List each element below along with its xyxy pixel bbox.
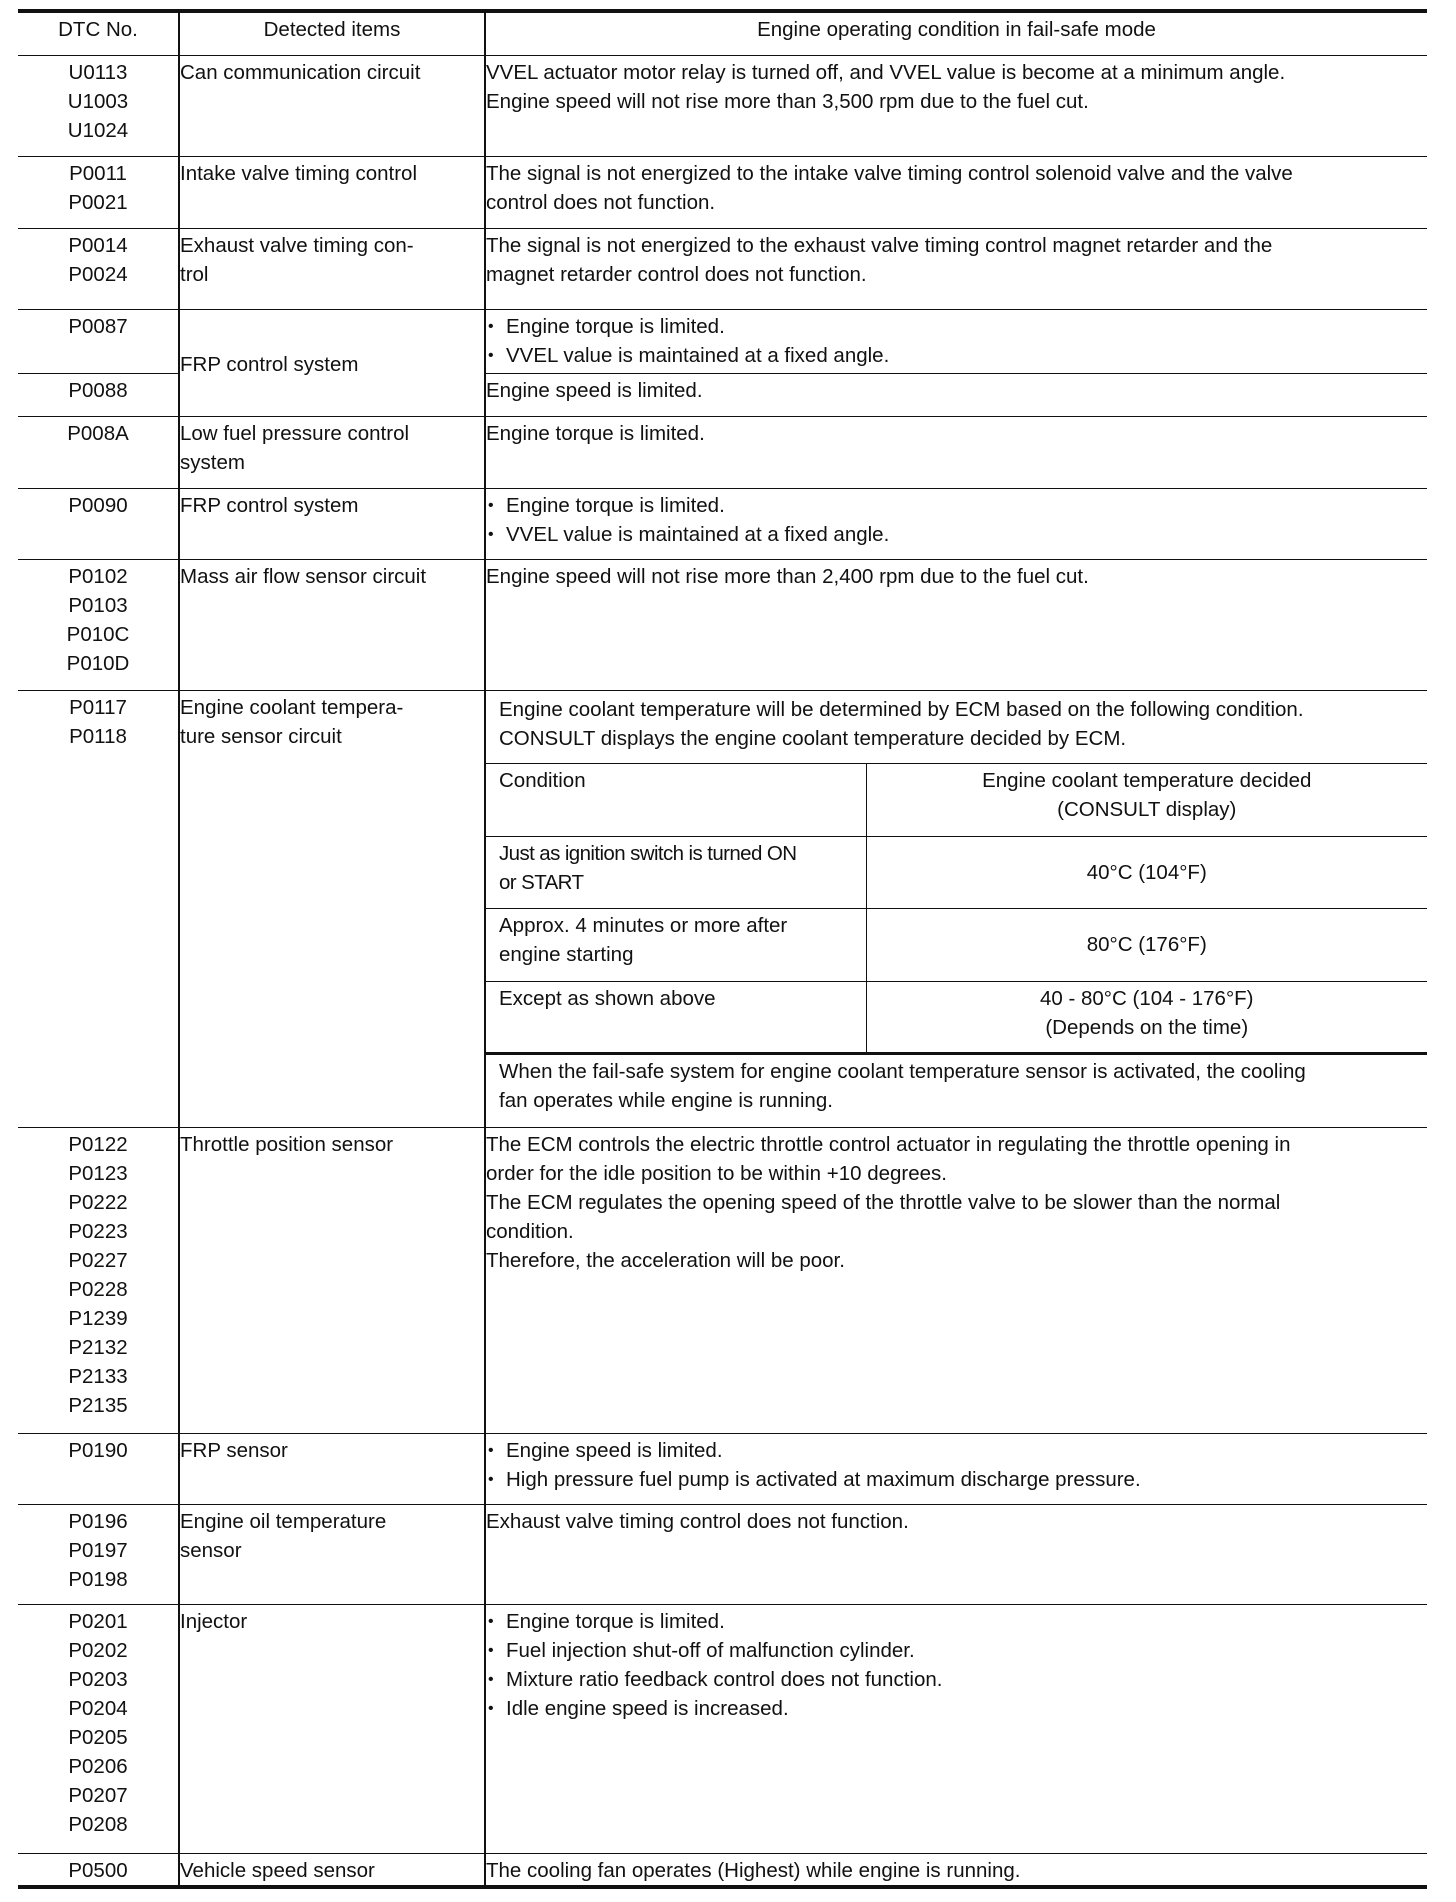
dtc-code: P0118	[69, 725, 127, 748]
table-header-row	[18, 11, 1427, 56]
condition-bullets	[486, 1607, 1427, 1723]
condition-text: Engine speed is limited.	[486, 379, 703, 402]
subtable-row	[486, 981, 1427, 1053]
detected-item: FRP sensor	[179, 1433, 485, 1504]
dtc-cell	[18, 374, 179, 417]
detected-item-line: sensor	[180, 1538, 242, 1562]
bullet-item: • High pressure fuel pump is activated at maximum discharge pressure.	[486, 1465, 1427, 1494]
dtc-code: P0117	[69, 696, 127, 719]
dtc-code: P0202	[68, 1638, 128, 1662]
table-row	[18, 56, 1427, 157]
dtc-cell	[18, 157, 179, 229]
subtable-row	[486, 908, 1427, 981]
condition-text: The cooling fan operates (Highest) while engine is running.	[486, 1858, 1021, 1882]
subtable-condition	[486, 908, 866, 981]
condition-cell	[485, 310, 1427, 374]
dtc-code: P0103	[68, 594, 128, 617]
condition-text: CONSULT displays the engine coolant temperature decided by ECM.	[499, 727, 1127, 750]
condition-text: magnet retarder control does not function.	[486, 263, 867, 286]
bullet-item: • Engine torque is limited.	[486, 312, 1427, 341]
dtc-cell	[18, 229, 179, 310]
table-row	[18, 229, 1427, 310]
table-row	[18, 310, 1427, 374]
dtc-code: P0088	[68, 379, 128, 402]
dtc-code: P0122	[68, 1132, 128, 1156]
subtable-header-line: (CONSULT display)	[1057, 798, 1237, 821]
condition-text: The ECM regulates the opening speed of the throttle valve to be slower than the normal	[486, 1190, 1281, 1214]
dtc-code: P008A	[67, 422, 129, 445]
dtc-code: U1024	[67, 119, 129, 142]
fail-safe-table	[18, 9, 1427, 1889]
dtc-code: P010C	[66, 623, 130, 646]
table-row	[18, 157, 1427, 229]
condition-text: The signal is not energized to the exhaust valve timing control magnet retarder and the	[486, 234, 1273, 257]
table-row	[18, 691, 1427, 1128]
subtable-condition-line: engine starting	[499, 942, 634, 966]
subtable-temperature-note: (Depends on the time)	[1045, 1015, 1249, 1039]
condition-text: Engine speed will not rise more than 3,500 rpm due to the fuel cut.	[486, 90, 1089, 113]
dtc-code: P0228	[68, 1277, 128, 1301]
dtc-code: P0090	[68, 494, 128, 517]
table-row	[18, 417, 1427, 489]
detected-item: Injector	[179, 1604, 485, 1853]
condition-cell	[485, 1127, 1427, 1433]
subtable-condition-line: or START	[499, 870, 584, 894]
dtc-cell	[18, 56, 179, 157]
subtable-condition: Except as shown above	[486, 981, 866, 1053]
dtc-code: P0207	[68, 1783, 128, 1807]
condition-cell	[485, 489, 1427, 560]
condition-cell	[485, 417, 1427, 489]
coolant-condition-subtable	[486, 764, 1427, 1055]
subtable-header-line: Engine coolant temperature decided	[982, 769, 1312, 792]
condition-cell	[485, 1853, 1427, 1887]
detected-item	[179, 691, 485, 1128]
condition-cell	[485, 157, 1427, 229]
subtable-header-condition: Condition	[486, 764, 866, 836]
detected-item	[179, 417, 485, 489]
dtc-code: P010D	[66, 652, 130, 675]
subtable-temperature-range: 40 - 80°C (104 - 176°F)	[1039, 986, 1254, 1010]
detected-item-line: Engine coolant tempera-	[180, 696, 404, 719]
dtc-code: P0223	[68, 1219, 128, 1243]
dtc-code: P2135	[68, 1393, 128, 1417]
dtc-code: U1003	[67, 90, 129, 113]
dtc-code: P0203	[68, 1667, 128, 1691]
dtc-cell	[18, 417, 179, 489]
dtc-code: P0011	[69, 162, 127, 185]
dtc-code: P0206	[68, 1754, 128, 1778]
table-row	[18, 489, 1427, 560]
detected-item: Intake valve timing control	[179, 157, 485, 229]
table-row	[18, 560, 1427, 691]
detected-item	[179, 229, 485, 310]
condition-text: Engine coolant temperature will be determined by ECM based on the following condition.	[499, 698, 1304, 721]
condition-text: Exhaust valve timing control does not function.	[486, 1509, 909, 1533]
dtc-cell	[18, 489, 179, 560]
condition-text: VVEL actuator motor relay is turned off, and VVEL value is become at a minimum angle.	[486, 61, 1286, 84]
condition-cell	[485, 1433, 1427, 1504]
dtc-cell	[18, 1127, 179, 1433]
table-row	[18, 1604, 1427, 1853]
subtable-temperature: 40°C (104°F)	[866, 836, 1427, 908]
subtable-header-temperature	[866, 764, 1427, 836]
bullet-item: • Fuel injection shut-off of malfunction cylinder.	[486, 1636, 1427, 1665]
header-dtc: DTC No.	[18, 11, 179, 56]
detected-item-line: trol	[180, 263, 209, 286]
condition-cell	[485, 229, 1427, 310]
subtable-header-row	[486, 764, 1427, 836]
dtc-cell	[18, 1433, 179, 1504]
dtc-code: P0197	[68, 1538, 128, 1562]
dtc-code: P0014	[68, 234, 128, 257]
detected-item: Can communication circuit	[179, 56, 485, 157]
bullet-item: • VVEL value is maintained at a fixed angle.	[486, 341, 1427, 370]
bullet-item: • Engine torque is limited.	[486, 1607, 1427, 1636]
dtc-cell	[18, 1604, 179, 1853]
dtc-code: P0190	[68, 1438, 128, 1462]
dtc-code: P0123	[68, 1161, 128, 1185]
bullet-item: • Mixture ratio feedback control does not function.	[486, 1665, 1427, 1694]
detected-item: Vehicle speed sensor	[179, 1853, 485, 1887]
table-row	[18, 1433, 1427, 1504]
detected-item: FRP control system	[179, 310, 485, 417]
detected-item-line: ture sensor circuit	[180, 725, 342, 748]
subtable-condition-line: Approx. 4 minutes or more after	[499, 913, 788, 937]
detected-item: Throttle position sensor	[179, 1127, 485, 1433]
bullet-item: • Engine torque is limited.	[486, 491, 1427, 520]
dtc-code: P0021	[68, 191, 128, 214]
detected-item: Mass air flow sensor circuit	[179, 560, 485, 691]
dtc-cell	[18, 1504, 179, 1604]
dtc-cell	[18, 560, 179, 691]
dtc-code: P0024	[68, 263, 128, 286]
bullet-item: • Engine speed is limited.	[486, 1436, 1427, 1465]
subtable-condition	[486, 836, 866, 908]
condition-cell	[485, 1604, 1427, 1853]
subtable-temperature: 80°C (176°F)	[866, 908, 1427, 981]
dtc-code: P0087	[68, 315, 128, 338]
condition-text: control does not function.	[486, 191, 716, 214]
dtc-cell	[18, 1853, 179, 1887]
bullet-item: • Idle engine speed is increased.	[486, 1694, 1427, 1723]
condition-text: Engine speed will not rise more than 2,400 rpm due to the fuel cut.	[486, 565, 1089, 588]
dtc-code: P0198	[68, 1567, 128, 1591]
condition-text: order for the idle position to be within +10 degrees.	[486, 1161, 947, 1185]
table-row	[18, 1504, 1427, 1604]
condition-text: When the fail-safe system for engine coolant temperature sensor is activated, the cooling	[499, 1059, 1306, 1083]
condition-bullets	[486, 491, 1427, 549]
subtable-row	[486, 836, 1427, 908]
header-detected-items: Detected items	[179, 11, 485, 56]
condition-cell	[485, 374, 1427, 417]
condition-cell	[485, 56, 1427, 157]
coolant-intro	[486, 693, 1427, 764]
condition-text: fan operates while engine is running.	[499, 1088, 833, 1112]
condition-bullets	[486, 312, 1427, 370]
condition-cell	[485, 560, 1427, 691]
dtc-code: P0196	[68, 1509, 128, 1533]
condition-text: condition.	[486, 1219, 574, 1243]
dtc-code: P0201	[68, 1609, 128, 1633]
dtc-code: P0222	[68, 1190, 128, 1214]
detected-item-line: Exhaust valve timing con-	[180, 234, 414, 257]
coolant-footer	[486, 1055, 1427, 1127]
condition-cell	[485, 691, 1427, 1128]
header-condition: Engine operating condition in fail-safe mode	[485, 11, 1427, 56]
dtc-cell	[18, 310, 179, 374]
detected-item: FRP control system	[179, 489, 485, 560]
condition-bullets	[486, 1436, 1427, 1494]
dtc-code: P0204	[68, 1696, 128, 1720]
dtc-code: P0208	[68, 1812, 128, 1836]
detected-item-line: Engine oil temperature	[180, 1509, 387, 1533]
detected-item-line: system	[180, 451, 245, 474]
dtc-code: P0102	[68, 565, 128, 588]
table-row	[18, 1127, 1427, 1433]
detected-item	[179, 1504, 485, 1604]
bullet-item: • VVEL value is maintained at a fixed angle.	[486, 520, 1427, 549]
fail-safe-dtc-document	[18, 9, 1427, 1889]
condition-text: Engine torque is limited.	[486, 422, 705, 445]
dtc-code: P0500	[68, 1858, 128, 1882]
subtable-condition-line: Just as ignition switch is turned ON	[499, 841, 797, 865]
dtc-code: P0205	[68, 1725, 128, 1749]
detected-item-line: Low fuel pressure control	[180, 422, 410, 445]
condition-cell	[485, 1504, 1427, 1604]
dtc-code: U0113	[68, 61, 128, 84]
table-row	[18, 1853, 1427, 1887]
dtc-code: P1239	[68, 1306, 128, 1330]
dtc-cell	[18, 691, 179, 1128]
condition-text: The ECM controls the electric throttle control actuator in regulating the throttle opening in	[486, 1132, 1291, 1156]
dtc-code: P0227	[68, 1248, 128, 1272]
condition-text: Therefore, the acceleration will be poor.	[486, 1248, 845, 1272]
dtc-code: P2132	[68, 1335, 128, 1359]
dtc-code: P2133	[68, 1364, 128, 1388]
subtable-temperature	[866, 981, 1427, 1053]
condition-text: The signal is not energized to the intake valve timing control solenoid valve and the valve	[486, 162, 1293, 185]
